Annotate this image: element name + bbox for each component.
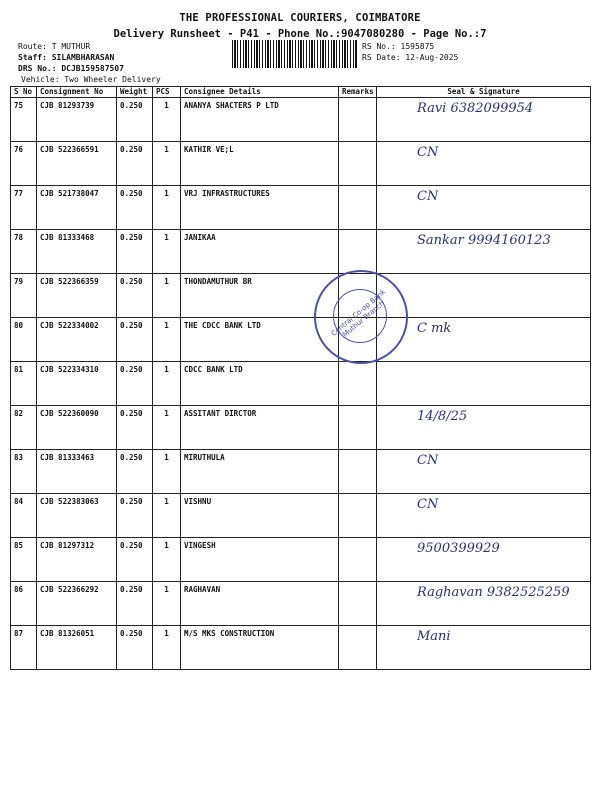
rs-date-text: RS Date: 12-Aug-2025 [362, 53, 459, 62]
row-signature: 14/8/25 [377, 406, 591, 450]
row-consignee: VISHNU [181, 494, 339, 538]
vehicle-text: Vehicle: Two Wheeler Delivery [21, 75, 161, 84]
row-remarks [339, 230, 377, 274]
stamp-text: Central Co-op Bank Muthur Branch [329, 287, 388, 339]
row-sno: 76 [11, 142, 37, 186]
row-pcs: 1 [153, 626, 181, 670]
row-remarks [339, 186, 377, 230]
row-consignment: CJB 522366292 [37, 582, 117, 626]
staff-text: Staff: SILAMBHARASAN [18, 53, 115, 62]
row-sno: 75 [11, 98, 37, 142]
row-pcs: 1 [153, 450, 181, 494]
header-remarks: Remarks [339, 87, 377, 98]
row-signature: Raghavan 9382525259 [377, 582, 591, 626]
row-consignee: M/S MKS CONSTRUCTION [181, 626, 339, 670]
table-row [11, 582, 591, 626]
table-row [11, 98, 591, 142]
row-signature: Mani [377, 626, 591, 670]
row-consignment: CJB 81293739 [37, 98, 117, 142]
row-consignment: CJB 522383063 [37, 494, 117, 538]
row-signature: CN [377, 450, 591, 494]
company-title: THE PROFESSIONAL COURIERS, COIMBATORE [179, 12, 421, 24]
row-signature: 9500399929 [377, 538, 591, 582]
row-sno: 81 [11, 362, 37, 406]
row-consignee: VRJ INFRASTRUCTURES [181, 186, 339, 230]
row-weight: 0.250 [117, 274, 153, 318]
row-pcs: 1 [153, 186, 181, 230]
row-remarks [339, 582, 377, 626]
row-consignment: CJB 522366591 [37, 142, 117, 186]
row-consignment: CJB 81333463 [37, 450, 117, 494]
row-pcs: 1 [153, 230, 181, 274]
row-pcs: 1 [153, 494, 181, 538]
table-row [11, 406, 591, 450]
rs-no-text: RS No.: 1595875 [362, 42, 435, 51]
barcode [232, 40, 358, 68]
row-weight: 0.250 [117, 186, 153, 230]
table-row [11, 494, 591, 538]
route-text: Route: T MUTHUR [18, 42, 91, 51]
table-row [11, 538, 591, 582]
row-pcs: 1 [153, 362, 181, 406]
row-remarks [339, 538, 377, 582]
row-weight: 0.250 [117, 362, 153, 406]
row-signature: CN [377, 494, 591, 538]
table-header-row [11, 87, 591, 98]
row-consignee: MIRUTHULA [181, 450, 339, 494]
row-signature: Sankar 9994160123 [377, 230, 591, 274]
row-consignment: CJB 81333468 [37, 230, 117, 274]
runsheet-table [10, 86, 591, 670]
row-weight: 0.250 [117, 406, 153, 450]
header-consignment: Consignment No [37, 87, 117, 98]
table-row [11, 274, 591, 318]
bank-seal-stamp [314, 270, 408, 364]
header-pcs: PCS [153, 87, 181, 98]
row-remarks [339, 450, 377, 494]
row-weight: 0.250 [117, 230, 153, 274]
row-sno: 84 [11, 494, 37, 538]
row-signature [377, 362, 591, 406]
row-weight: 0.250 [117, 538, 153, 582]
row-sno: 85 [11, 538, 37, 582]
row-sno: 80 [11, 318, 37, 362]
row-consignee: VINGESH [181, 538, 339, 582]
row-pcs: 1 [153, 318, 181, 362]
row-signature: CN [377, 142, 591, 186]
table-row [11, 450, 591, 494]
row-pcs: 1 [153, 274, 181, 318]
row-signature [377, 274, 591, 318]
drs-text: DRS No.: DCJB159587507 [18, 64, 124, 73]
row-remarks [339, 362, 377, 406]
right-meta [362, 41, 458, 63]
left-meta [18, 41, 161, 85]
row-sno: 86 [11, 582, 37, 626]
row-sno: 77 [11, 186, 37, 230]
row-remarks [339, 626, 377, 670]
row-pcs: 1 [153, 582, 181, 626]
table-row [11, 362, 591, 406]
row-consignee: JANIKAA [181, 230, 339, 274]
row-consignment: CJB 522334002 [37, 318, 117, 362]
header-consignee: Consignee Details [181, 87, 339, 98]
row-pcs: 1 [153, 538, 181, 582]
header-sno: S No [11, 87, 37, 98]
row-consignee: CDCC BANK LTD [181, 362, 339, 406]
row-consignment: CJB 522360090 [37, 406, 117, 450]
row-consignee: ANANYA SHACTERS P LTD [181, 98, 339, 142]
row-consignment: CJB 81297312 [37, 538, 117, 582]
row-sno: 78 [11, 230, 37, 274]
row-consignee: RAGHAVAN [181, 582, 339, 626]
row-pcs: 1 [153, 142, 181, 186]
row-sno: 83 [11, 450, 37, 494]
row-remarks [339, 406, 377, 450]
row-weight: 0.250 [117, 318, 153, 362]
row-consignment: CJB 522366359 [37, 274, 117, 318]
runsheet-subtitle: Delivery Runsheet - P41 - Phone No.:9047080280 - Page No.:7 [113, 28, 487, 40]
table-row [11, 142, 591, 186]
row-signature: CN [377, 186, 591, 230]
header-signature: Seal & Signature [377, 87, 591, 98]
table-row [11, 230, 591, 274]
row-sno: 82 [11, 406, 37, 450]
row-consignee: THONDAMUTHUR BR [181, 274, 339, 318]
row-sno: 87 [11, 626, 37, 670]
table-row [11, 186, 591, 230]
row-weight: 0.250 [117, 450, 153, 494]
header-weight: Weight [117, 87, 153, 98]
table-row [11, 318, 591, 362]
row-signature: C mk [377, 318, 591, 362]
row-weight: 0.250 [117, 98, 153, 142]
row-consignment: CJB 521738047 [37, 186, 117, 230]
row-remarks [339, 142, 377, 186]
table-row [11, 626, 591, 670]
row-consignment: CJB 81326051 [37, 626, 117, 670]
row-remarks [339, 494, 377, 538]
row-consignee: THE CDCC BANK LTD [181, 318, 339, 362]
row-weight: 0.250 [117, 582, 153, 626]
row-weight: 0.250 [117, 626, 153, 670]
row-consignee: KATHIR VE;L [181, 142, 339, 186]
row-consignee: ASSITANT DIRCTOR [181, 406, 339, 450]
row-weight: 0.250 [117, 142, 153, 186]
row-sno: 79 [11, 274, 37, 318]
row-consignment: CJB 522334310 [37, 362, 117, 406]
row-weight: 0.250 [117, 494, 153, 538]
row-signature: Ravi 6382099954 [377, 98, 591, 142]
row-remarks [339, 98, 377, 142]
row-pcs: 1 [153, 98, 181, 142]
row-pcs: 1 [153, 406, 181, 450]
